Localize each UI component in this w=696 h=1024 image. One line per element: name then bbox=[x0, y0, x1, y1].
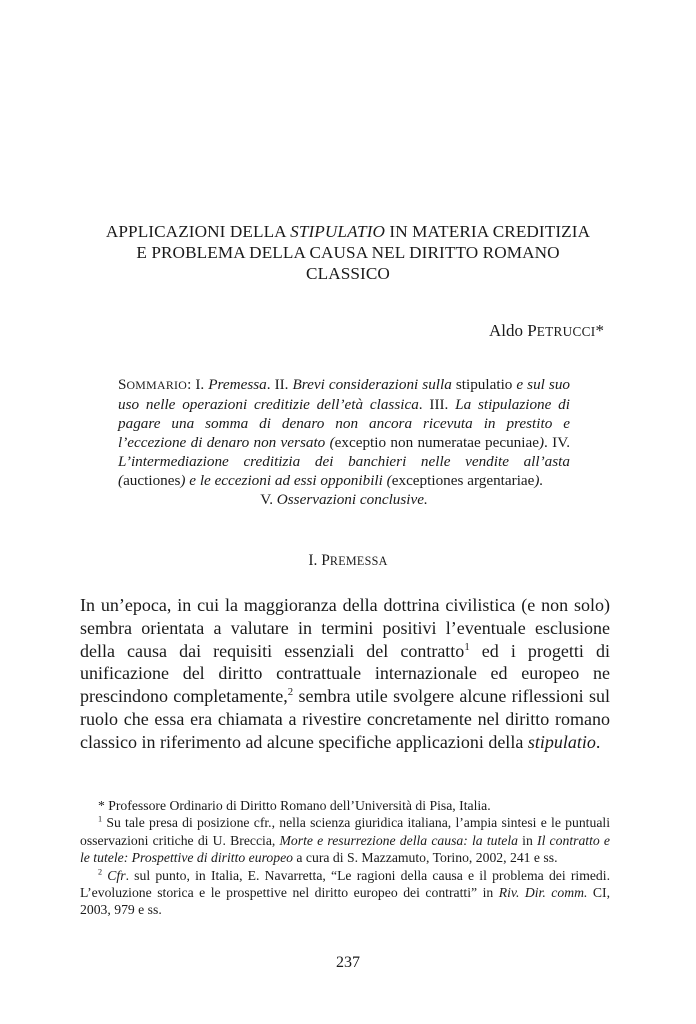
footnote-1: $^1$ Su tale presa di posizione cfr., nella scienza giuridica italiana, l’ampia sintesi e le puntuali osservazioni critiche di U. Breccia, Morte e resurrezione della causa: la tutela in Il contratto e le tutele: Prospettive di diritto europeo a cura di S. Mazzamuto, Torino, 2002, 241 e ss. bbox=[80, 814, 610, 866]
section-heading: I. PREMESSA bbox=[308, 552, 388, 569]
summary-last-line: V. Osservazioni conclusive. bbox=[260, 491, 428, 508]
author-name: Aldo PETRUCCI* bbox=[489, 321, 604, 340]
page-number: 237 bbox=[336, 954, 360, 971]
title-line-3: CLASSICO bbox=[306, 264, 390, 283]
footnote-2: $^2$ Cfr. sul punto, in Italia, E. Navarretta, “Le ragioni della causa e il problema dei rimedi. L’evoluzione storica e le prospettive nel diritto europeo dei contratti” in Riv. Dir. comm. CI, 2003, 979 e ss. bbox=[80, 867, 611, 918]
title-line-1: APPLICAZIONI DELLA STIPULATIO IN MATERIA CREDITIZIA bbox=[105, 222, 591, 241]
body-paragraph: In un’epoca, in cui la maggioranza della dottrina civilistica (e non solo) sembra orientata a valutare in termini positivi l’eventuale esclusione della causa dai requisiti essenziali del contratto$^1$ ed i progetti di unificazione del diritto contrattuale internazionale ed europeo ne prescindono completamente,$^2$ sembra utile svolgere alcune riflessioni sul ruolo che essa era chiamata a rivestire concretamente nel diritto romano classico in riferimento ad alcune specifiche applicazioni della stipulatio. bbox=[80, 595, 610, 752]
article-title bbox=[80, 221, 616, 284]
footnote-ref-2: 2 bbox=[287, 686, 294, 699]
footnote-star: * Professore Ordinario di Diritto Romano dell’Università di Pisa, Italia. bbox=[98, 798, 491, 813]
summary-block: SOMMARIO: I. Premessa. II. Brevi considerazioni sulla stipulatio e sul suo uso nelle operazioni creditizie dell’età classica. III. La stipulazione di pagare una somma di denaro non ancora ricevuta in prestito e l’eccezione di denaro non versato (exceptio non numeratae pecuniae). IV. L’intermediazione creditizia dei banchieri nelle vendite all’asta (auctiones) e le eccezioni ad essi opponibili (exceptiones argentariae). V. Osservazioni conclusive. bbox=[118, 376, 571, 508]
footnote-ref-1: 1 bbox=[464, 640, 470, 653]
title-line-2: E PROBLEMA DELLA CAUSA NEL DIRITTO ROMANO bbox=[136, 243, 560, 262]
footnotes bbox=[80, 797, 610, 919]
